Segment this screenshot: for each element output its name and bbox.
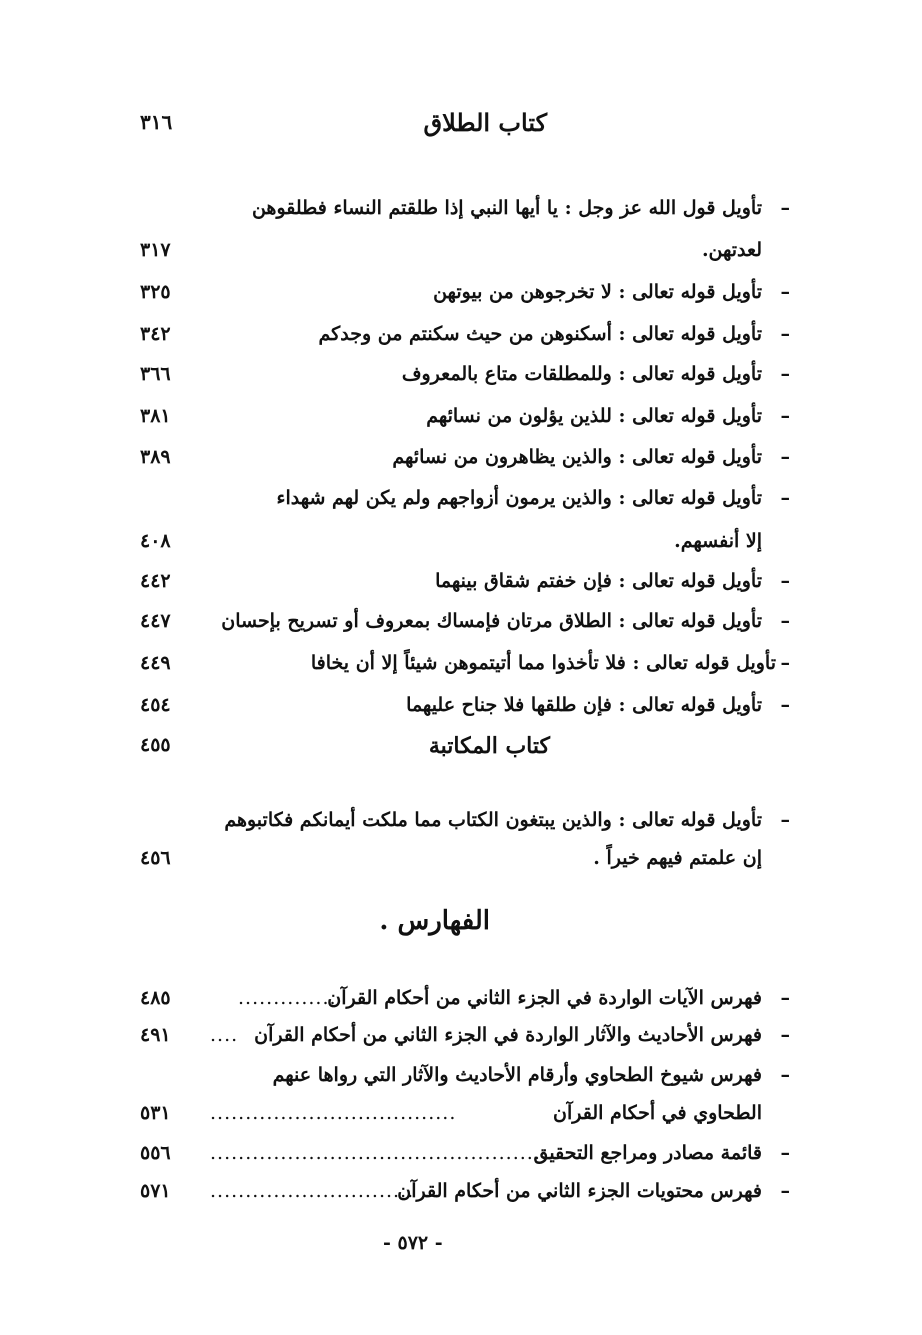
entry-page: ٣٨٩ [140,446,171,468]
entry-page: ٤٠٨ [140,530,171,552]
leader-dots: .............. [238,987,337,1009]
entry-page: ٣٦٦ [140,363,171,385]
toc-entry[interactable] [140,643,790,683]
entry-dash: – [780,1064,790,1086]
indexes-heading: الفهارس . [379,906,490,936]
page-number: - ٥٧٢ - [383,1232,443,1254]
toc-entry-continuation[interactable] [140,521,790,561]
entry-text: تأويل قوله تعالى : فإن خفتم شقاق بينهما [435,570,762,592]
entry-text: تأويل قوله تعالى : والذين يرمون أزواجهم ولم يكن لهم شهداء [276,487,762,509]
entry-text-cont: إن علمتم فيهم خيراً . [593,847,762,869]
entry-page: ٣١٧ [140,239,171,261]
entry-text: تأويل قوله تعالى : وللمطلقات متاع بالمعروف [401,363,762,385]
entry-text: تأويل قول الله عز وجل : يا أيها النبي إذا طلقتم النساء فطلقوهن [251,197,762,219]
entry-page: ٤٥٦ [140,847,171,869]
entry-page: ٥٣١ [140,1102,171,1124]
entry-text: تأويل قوله تعالى : الطلاق مرتان فإمساك بمعروف أو تسريح بإحسان [221,610,762,632]
index-entry[interactable] [140,978,790,1018]
leader-dots: ................................... [210,1102,457,1124]
entry-page: ٤٤٧ [140,610,171,632]
toc-entry-continuation[interactable] [140,230,790,270]
index-entry[interactable] [140,1015,790,1055]
toc-entry[interactable] [140,685,790,725]
leader-dots: .... [210,1024,239,1046]
section-heading: كتاب المكاتبة [428,733,550,759]
entry-page: ٤٨٥ [140,987,171,1009]
toc-entry[interactable] [140,561,790,601]
toc-entry[interactable] [140,188,790,228]
leader-dots: ................................................. [210,1142,555,1164]
entry-text-cont: الطحاوي في أحكام القرآن [553,1102,762,1124]
entry-dash: – [780,1142,790,1164]
index-entry[interactable] [140,1055,790,1095]
entry-page: ٣٢٥ [140,281,171,303]
entry-text-cont: إلا أنفسهم. [674,530,762,552]
toc-entry[interactable] [140,272,790,312]
entry-text: تأويل قوله تعالى : أسكنوهن من حيث سكنتم من وجدكم [318,323,762,345]
entry-dash: – [780,652,790,674]
toc-entry[interactable] [140,354,790,394]
entry-text: فهرس الآيات الواردة في الجزء الثاني من أحكام القرآن [327,987,762,1009]
entry-page: ٥٧١ [140,1180,171,1202]
entry-dash: – [780,363,790,385]
toc-entry[interactable] [140,800,790,840]
entry-dash: – [780,1180,790,1202]
section-page-number: ٤٥٥ [140,734,171,756]
leader-dots: ............................. [210,1180,415,1202]
toc-entry[interactable] [140,396,790,436]
entry-page: ٤٥٤ [140,694,171,716]
entry-dash: – [780,570,790,592]
entry-text: تأويل قوله تعالى : للذين يؤلون من نسائهم [426,405,762,427]
entry-dash: – [780,1024,790,1046]
entry-text: تأويل قوله تعالى : لا تخرجوهن من بيوتهن [433,281,762,303]
index-entry-continuation[interactable] [140,1093,790,1133]
entry-page: ٥٥٦ [140,1142,171,1164]
entry-dash: – [780,487,790,509]
entry-dash: – [780,694,790,716]
entry-page: ٣٨١ [140,405,171,427]
header-page-number: ٣١٦ [140,110,173,134]
entry-text-cont: لعدتهن. [701,239,762,261]
entry-dash: – [780,446,790,468]
entry-dash: – [780,987,790,1009]
toc-entry[interactable] [140,478,790,518]
index-entry[interactable] [140,1133,790,1173]
entry-dash: – [780,197,790,219]
toc-entry[interactable] [140,314,790,354]
toc-entry-continuation[interactable] [140,838,790,878]
entry-text: فهرس شيوخ الطحاوي وأرقام الأحاديث والآثار التي رواها عنهم [272,1064,762,1086]
toc-entry[interactable] [140,601,790,641]
entry-text: تأويل قوله تعالى : فلا تأخذوا مما أتيتموهن شيئاً إلا أن يخافا [310,652,776,674]
entry-dash: – [780,323,790,345]
entry-dash: – [780,281,790,303]
entry-dash: – [780,610,790,632]
entry-dash: – [780,809,790,831]
entry-text: تأويل قوله تعالى : والذين يظاهرون من نسائهم [392,446,762,468]
entry-text: قائمة مصادر ومراجع التحقيق [533,1142,762,1164]
entry-page: ٤٤٢ [140,570,171,592]
entry-page: ٤٤٩ [140,652,171,674]
entry-text: تأويل قوله تعالى : فإن طلقها فلا جناح عليهما [406,694,762,716]
entry-page: ٤٩١ [140,1024,171,1046]
toc-entry[interactable] [140,437,790,477]
index-entry[interactable] [140,1171,790,1211]
entry-text: فهرس محتويات الجزء الثاني من أحكام القرآن [397,1180,762,1202]
entry-text: فهرس الأحاديث والآثار الواردة في الجزء الثاني من أحكام القرآن [254,1024,762,1046]
entry-dash: – [780,405,790,427]
entry-text: تأويل قوله تعالى : والذين يبتغون الكتاب مما ملكت أيمانكم فكاتبوهم [224,809,762,831]
entry-page: ٣٤٢ [140,323,171,345]
page-title: كتاب الطلاق [423,108,547,137]
